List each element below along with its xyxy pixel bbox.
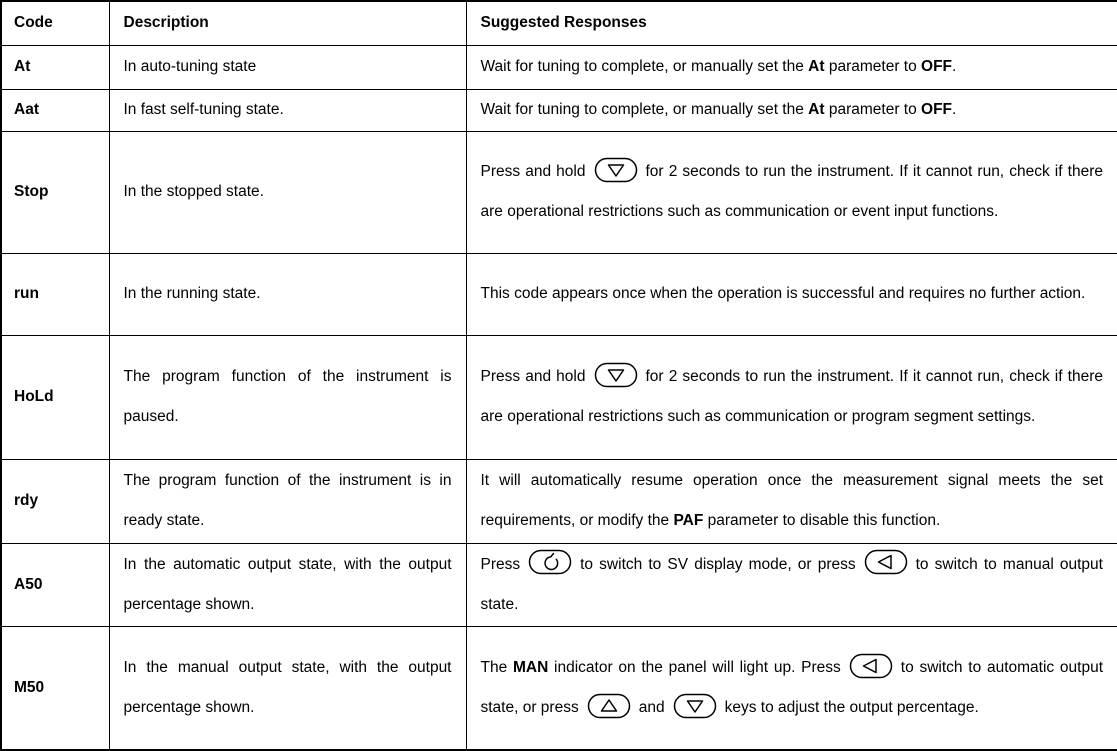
emphasis-text: OFF bbox=[921, 101, 953, 118]
response-cell: It will automatically resume operation once the measurement signal meets the set requirements, or modify the PAF parameter to disable this function. bbox=[466, 459, 1117, 543]
description-cell: In the running state. bbox=[109, 253, 466, 335]
table-row bbox=[1, 131, 1117, 253]
key-down-icon bbox=[673, 693, 717, 719]
code-cell: HoLd bbox=[1, 335, 109, 459]
table-row bbox=[1, 45, 1117, 89]
code-cell: rdy bbox=[1, 459, 109, 543]
response-cell: Press and hold for 2 seconds to run the instrument. If it cannot run, check if there are operational restrictions such as communication or program segment settings. bbox=[466, 335, 1117, 459]
key-left-icon bbox=[864, 549, 908, 575]
key-cycle-icon bbox=[528, 549, 572, 575]
description-cell: In fast self-tuning state. bbox=[109, 89, 466, 131]
emphasis-text: OFF bbox=[921, 58, 953, 75]
response-cell: The MAN indicator on the panel will light up. Press to switch to automatic output state, or press and keys to adjust the output percentage. bbox=[466, 626, 1117, 750]
description-cell: The program function of the instrument is in ready state. bbox=[109, 459, 466, 543]
header-row bbox=[1, 1, 1117, 45]
code-cell: At bbox=[1, 45, 109, 89]
response-cell: Press to switch to SV display mode, or press to switch to manual output state. bbox=[466, 543, 1117, 626]
column-header-code: Code bbox=[1, 1, 109, 45]
response-cell: Wait for tuning to complete, or manually set the At parameter to OFF. bbox=[466, 89, 1117, 131]
emphasis-text: MAN bbox=[512, 658, 549, 676]
key-down-icon bbox=[594, 157, 638, 183]
code-cell: M50 bbox=[1, 626, 109, 750]
response-cell: Press and hold for 2 seconds to run the instrument. If it cannot run, check if there are operational restrictions such as communication or event input functions. bbox=[466, 131, 1117, 253]
description-cell: In the stopped state. bbox=[109, 131, 466, 253]
table-row bbox=[1, 626, 1117, 750]
emphasis-text: At bbox=[808, 101, 825, 118]
column-header-suggested-responses: Suggested Responses bbox=[466, 1, 1117, 45]
key-up-icon bbox=[587, 693, 631, 719]
table-row bbox=[1, 253, 1117, 335]
key-left-icon bbox=[849, 653, 893, 679]
column-header-description: Description bbox=[109, 1, 466, 45]
description-cell: In the manual output state, with the output percentage shown. bbox=[109, 626, 466, 750]
response-cell: This code appears once when the operation is successful and requires no further action. bbox=[466, 253, 1117, 335]
table-row bbox=[1, 459, 1117, 543]
emphasis-text: PAF bbox=[673, 512, 704, 529]
description-cell: The program function of the instrument is paused. bbox=[109, 335, 466, 459]
code-cell: run bbox=[1, 253, 109, 335]
table-row bbox=[1, 335, 1117, 459]
table-row bbox=[1, 543, 1117, 626]
code-cell: A50 bbox=[1, 543, 109, 626]
response-cell: Wait for tuning to complete, or manually set the At parameter to OFF. bbox=[466, 45, 1117, 89]
code-cell: Aat bbox=[1, 89, 109, 131]
table-row bbox=[1, 89, 1117, 131]
emphasis-text: At bbox=[808, 58, 825, 75]
description-cell: In the automatic output state, with the output percentage shown. bbox=[109, 543, 466, 626]
key-down-icon bbox=[594, 362, 638, 388]
description-cell: In auto-tuning state bbox=[109, 45, 466, 89]
code-cell: Stop bbox=[1, 131, 109, 253]
